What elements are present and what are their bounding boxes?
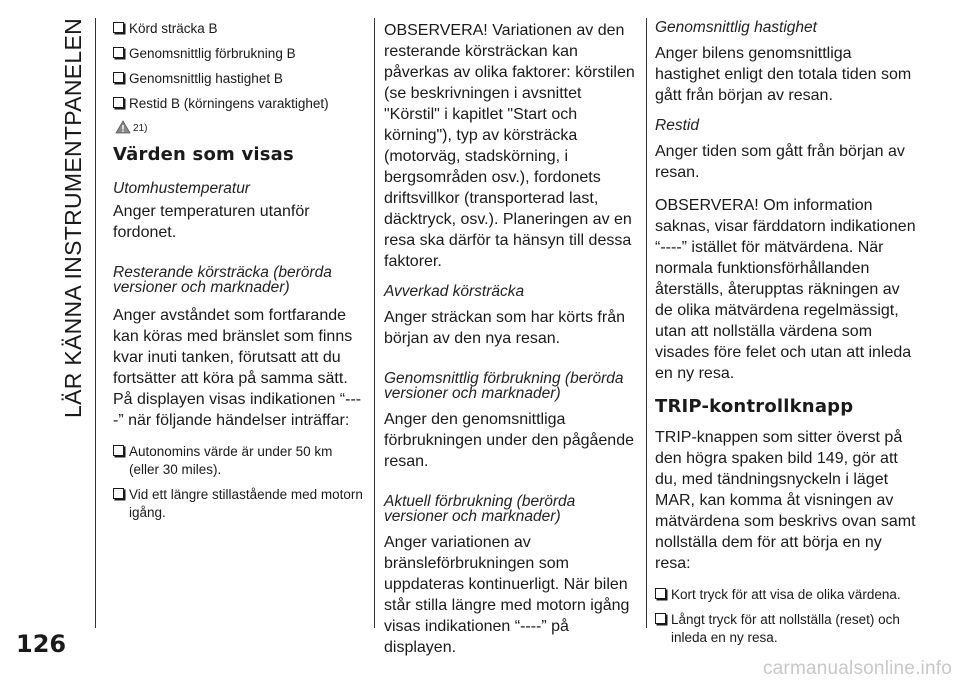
section-heading: Värden som visas <box>113 144 294 165</box>
page-number: 126 <box>16 630 67 658</box>
chapter-title: LÄR KÄNNA INSTRUMENTPANELEN <box>60 17 86 418</box>
list-item: Vid ett längre stillastående med motorn igång. <box>113 486 365 522</box>
checkbox-bullet-icon <box>655 588 666 599</box>
paragraph: OBSERVERA! Om information saknas, visar färddatorn indikationen “----” istället för mätvärdena. När normala funktionsförhållanden återställs, återupptas räkningen av de olika mätvärdena regelmässigt, utan att nollställa värdena som visades före felet och utan att inleda en ny resa. <box>655 197 916 382</box>
paragraph: Anger sträckan som har körts från början av den nya resan. <box>384 309 625 347</box>
paragraph: Anger den genomsnittliga förbrukningen under den pågående resan. <box>384 411 634 470</box>
column-divider <box>374 18 375 628</box>
paragraph: TRIP-knappen som sitter överst på den högra spaken bild 149, gör att du, med tändningsnyckeln i läget MAR, kan komma åt visningen av mätvärdena som beskrivs ovan samt nollställa dem för att börja en ny resa: <box>655 429 916 572</box>
paragraph: Anger temperaturen utanför fordonet. <box>113 203 310 241</box>
paragraph: Anger variationen av bränsleförbrukningen som uppdateras kontinuerligt. När bilen står stilla längre med motorn igång visas indikationen “----” på displayen. <box>384 534 630 656</box>
column-divider <box>646 18 647 628</box>
watermark: carmanualsonline.info <box>762 658 952 679</box>
checkbox-bullet-icon <box>113 47 124 58</box>
subheading: Avverkad körsträcka <box>384 283 525 300</box>
column-2 <box>384 20 636 670</box>
subheading: Restid <box>655 117 699 134</box>
paragraph: Anger avståndet som fortfarande kan köras med bränslet som finns kvar inuti tanken, förutsatt att du fortsätter att köra på samma sätt. På displayen visas indikationen “----” när följande händelser inträffar: <box>113 307 362 429</box>
checkbox-bullet-icon <box>113 72 124 83</box>
paragraph: Anger bilens genomsnittliga hastighet enligt den totala tiden som gått från början av resan. <box>655 45 912 104</box>
warning-ref-number: 21) <box>133 123 148 134</box>
warning-reference <box>115 120 365 134</box>
subheading: Genomsnittlig förbrukning (berörda versioner och marknader) <box>384 370 624 402</box>
list-item: Autonomins värde är under 50 km (eller 30 miles). <box>113 443 365 479</box>
warning-triangle-icon <box>115 120 131 134</box>
paragraph: Anger tiden som gått från början av resan. <box>655 143 905 181</box>
column-3 <box>655 20 917 654</box>
list-item: Genomsnittlig hastighet B <box>113 70 365 88</box>
list-item: Restid B (körningens varaktighet) <box>113 95 365 113</box>
checkbox-bullet-icon <box>113 488 124 499</box>
list-item: Långt tryck för att nollställa (reset) och inleda en ny resa. <box>655 611 917 647</box>
list-item: Kort tryck för att visa de olika värdena. <box>655 586 917 604</box>
paragraph: OBSERVERA! Variationen av den resterande körsträckan kan påverkas av olika faktorer: körstilen (se beskrivningen i avsnittet "Körstil" i kapitlet "Start och körning"), typ av körsträcka (motorväg, stadskörning, i bergsområden osv.), fordonets driftsvillkor (transporterad last, däcktryck, osv.). Planeringen av en resa ska därför ta hänsyn till dessa faktorer. <box>384 22 635 270</box>
subheading: Resterande körsträcka (berörda versioner och marknader) <box>113 264 332 296</box>
subheading: Aktuell förbrukning (berörda versioner och marknader) <box>384 493 576 525</box>
list-item: Genomsnittlig förbrukning B <box>113 45 365 63</box>
subheading: Genomsnittlig hastighet <box>655 19 817 36</box>
checkbox-bullet-icon <box>113 445 124 456</box>
column-divider <box>95 18 96 628</box>
subheading: Utomhustemperatur <box>113 180 250 197</box>
checkbox-bullet-icon <box>113 97 124 108</box>
column-1 <box>113 20 365 529</box>
section-heading: TRIP-kontrollknapp <box>655 396 854 417</box>
list-item: Körd sträcka B <box>113 20 365 38</box>
checkbox-bullet-icon <box>113 22 124 33</box>
checkbox-bullet-icon <box>655 613 666 624</box>
